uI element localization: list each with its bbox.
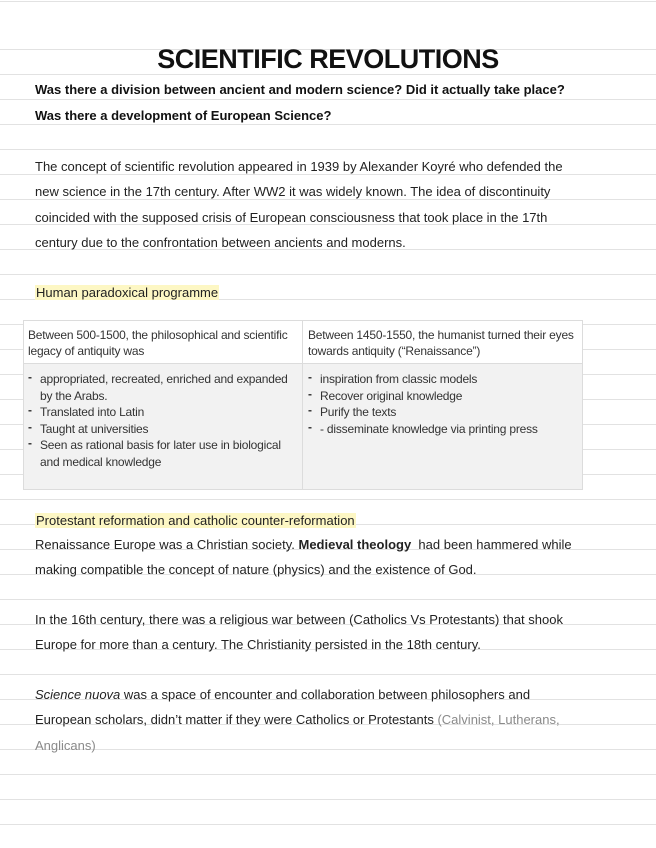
paragraph-line: In the 16th century, there was a religious war between (Catholics Vs Protestants) that shook bbox=[35, 612, 563, 627]
section-heading-reformation bbox=[35, 513, 356, 528]
column-divider bbox=[302, 321, 303, 489]
paragraph-line: Europe for more than a century. The Christianity persisted in the 18th century. bbox=[35, 637, 481, 653]
text-span: had been hammered while bbox=[411, 537, 572, 552]
text-span: European scholars, didn’t matter if they were Catholics or Protestants bbox=[35, 712, 438, 728]
section-heading-human-programme bbox=[35, 285, 219, 300]
question-2: Was there a development of European Science? bbox=[35, 108, 332, 123]
list-item: - Taught at universities bbox=[28, 421, 300, 438]
paragraph-line bbox=[35, 532, 635, 557]
intro-line: new science in the 17th century. After WW2 it was widely known. The idea of discontinuity bbox=[35, 184, 551, 200]
paragraph-renaissance bbox=[35, 532, 635, 583]
table-list-col1 bbox=[28, 371, 300, 470]
grey-note: Anglicans) bbox=[35, 737, 96, 753]
intro-paragraph bbox=[35, 154, 635, 256]
list-item: - Purify the texts bbox=[308, 404, 578, 421]
highlighted-heading: Human paradoxical programme bbox=[36, 285, 219, 300]
page-title: SCIENTIFIC REVOLUTIONS bbox=[157, 44, 499, 74]
text-span: was a space of encounter and collaboration between philosophers and bbox=[120, 687, 531, 702]
intro-line: century due to the confrontation between ancients and moderns. bbox=[35, 235, 406, 251]
paragraph-line bbox=[35, 682, 635, 707]
list-item: - Seen as rational basis for later use in biological and medical knowledge bbox=[28, 437, 300, 470]
list-item: - - disseminate knowledge via printing press bbox=[308, 421, 578, 438]
bold-term: Medieval theology bbox=[298, 537, 412, 552]
text-span: Renaissance Europe was a Christian society. bbox=[35, 537, 299, 552]
list-item: - Recover original knowledge bbox=[308, 388, 578, 405]
intro-line: The concept of scientific revolution appeared in 1939 by Alexander Koyré who defended the bbox=[35, 159, 563, 174]
comparison-table bbox=[23, 320, 583, 490]
italic-term: Science nuova bbox=[35, 687, 121, 702]
intro-line: coincided with the supposed crisis of European consciousness that took place in the 17th bbox=[35, 209, 548, 225]
paragraph-line: making compatible the concept of nature (physics) and the existence of God. bbox=[35, 562, 477, 578]
list-item: - appropriated, recreated, enriched and expanded by the Arabs. bbox=[28, 371, 300, 404]
list-item: - inspiration from classic models bbox=[308, 371, 578, 388]
list-item: - Translated into Latin bbox=[28, 404, 300, 421]
question-1: Was there a division between ancient and modern science? Did it actually take place? bbox=[35, 82, 565, 97]
table-list-col2 bbox=[308, 371, 578, 437]
paragraph-religious-war bbox=[35, 607, 635, 658]
paragraph-science-nuova bbox=[35, 682, 635, 758]
table-header-col2: Between 1450-1550, the humanist turned their eyes towards antiquity (“Renaissance”) bbox=[308, 328, 574, 358]
table-header-col1: Between 500-1500, the philosophical and scientific legacy of antiquity was bbox=[28, 328, 288, 358]
highlighted-heading: Protestant reformation and catholic counter-reformation bbox=[36, 513, 355, 528]
grey-note: (Calvinist, Lutherans, bbox=[437, 712, 560, 728]
paragraph-line bbox=[35, 707, 635, 732]
